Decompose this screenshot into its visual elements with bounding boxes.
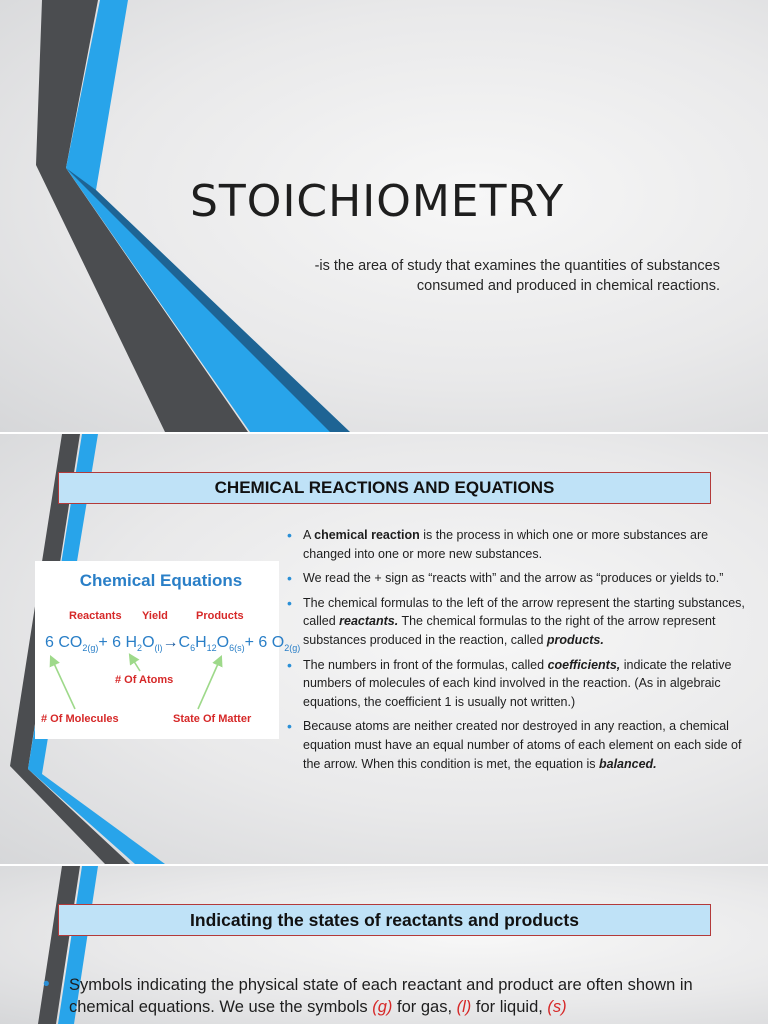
list-item: • The numbers in front of the formulas, called coefficients, indicate the relative numbers of molecules of each kind involved in the reaction. (As in algebraic equations, the coefficient 1 is usually not written.) bbox=[287, 656, 747, 712]
bullet-list bbox=[43, 974, 743, 1018]
label-atoms: # Of Atoms bbox=[115, 674, 174, 686]
list-item: • The chemical formulas to the left of the arrow represent the starting substances, called reactants. The chemical formulas to the right of the arrow represent substances produced in the reaction, called products. bbox=[287, 594, 747, 650]
arrow-state bbox=[198, 657, 221, 709]
chemical-equation-diagram bbox=[35, 561, 301, 739]
label-products: Products bbox=[196, 610, 244, 622]
arrow-atoms bbox=[130, 655, 140, 671]
label-yield: Yield bbox=[142, 610, 168, 622]
label-state: State Of Matter bbox=[173, 713, 252, 725]
list-item: • Symbols indicating the physical state of each reactant and product are often shown in chemical equations. We use the symbols (g) for gas, (l) for liquid, (s) bbox=[43, 974, 743, 1018]
label-reactants: Reactants bbox=[69, 610, 122, 622]
arrow-molecules bbox=[51, 657, 75, 709]
label-molecules: # Of Molecules bbox=[41, 713, 119, 725]
subtitle: -is the area of study that examines the quantities of substances consumed and produced in chemical reactions. bbox=[314, 258, 720, 294]
slide-title bbox=[0, 0, 768, 432]
slide-states bbox=[0, 866, 768, 1024]
list-item: • We read the + sign as “reacts with” and the arrow as “produces or yields to.” bbox=[287, 569, 747, 588]
bullet-list bbox=[287, 526, 747, 779]
slide-chemical-reactions bbox=[0, 434, 768, 864]
diagram-title: Chemical Equations bbox=[79, 571, 243, 590]
section-banner: CHEMICAL REACTIONS AND EQUATIONS bbox=[58, 472, 711, 504]
equation: 6 $CO_{2(g)}+ 6$ $H_2O_{(l)}\to C_6H_{12}O_{6(s)}+ 6$ $O_{2(g)}$ bbox=[45, 634, 301, 653]
section-banner: Indicating the states of reactants and products bbox=[58, 904, 711, 936]
list-item: • A chemical reaction is the process in which one or more substances are changed into one or more new substances. bbox=[287, 526, 747, 563]
page-title: STOICHIOMETRY bbox=[190, 176, 565, 227]
list-item: • Because atoms are neither created nor destroyed in any reaction, a chemical equation must have an equal number of atoms of each element on each side of the arrow. When this condition is met, the equation is balanced. bbox=[287, 717, 747, 773]
